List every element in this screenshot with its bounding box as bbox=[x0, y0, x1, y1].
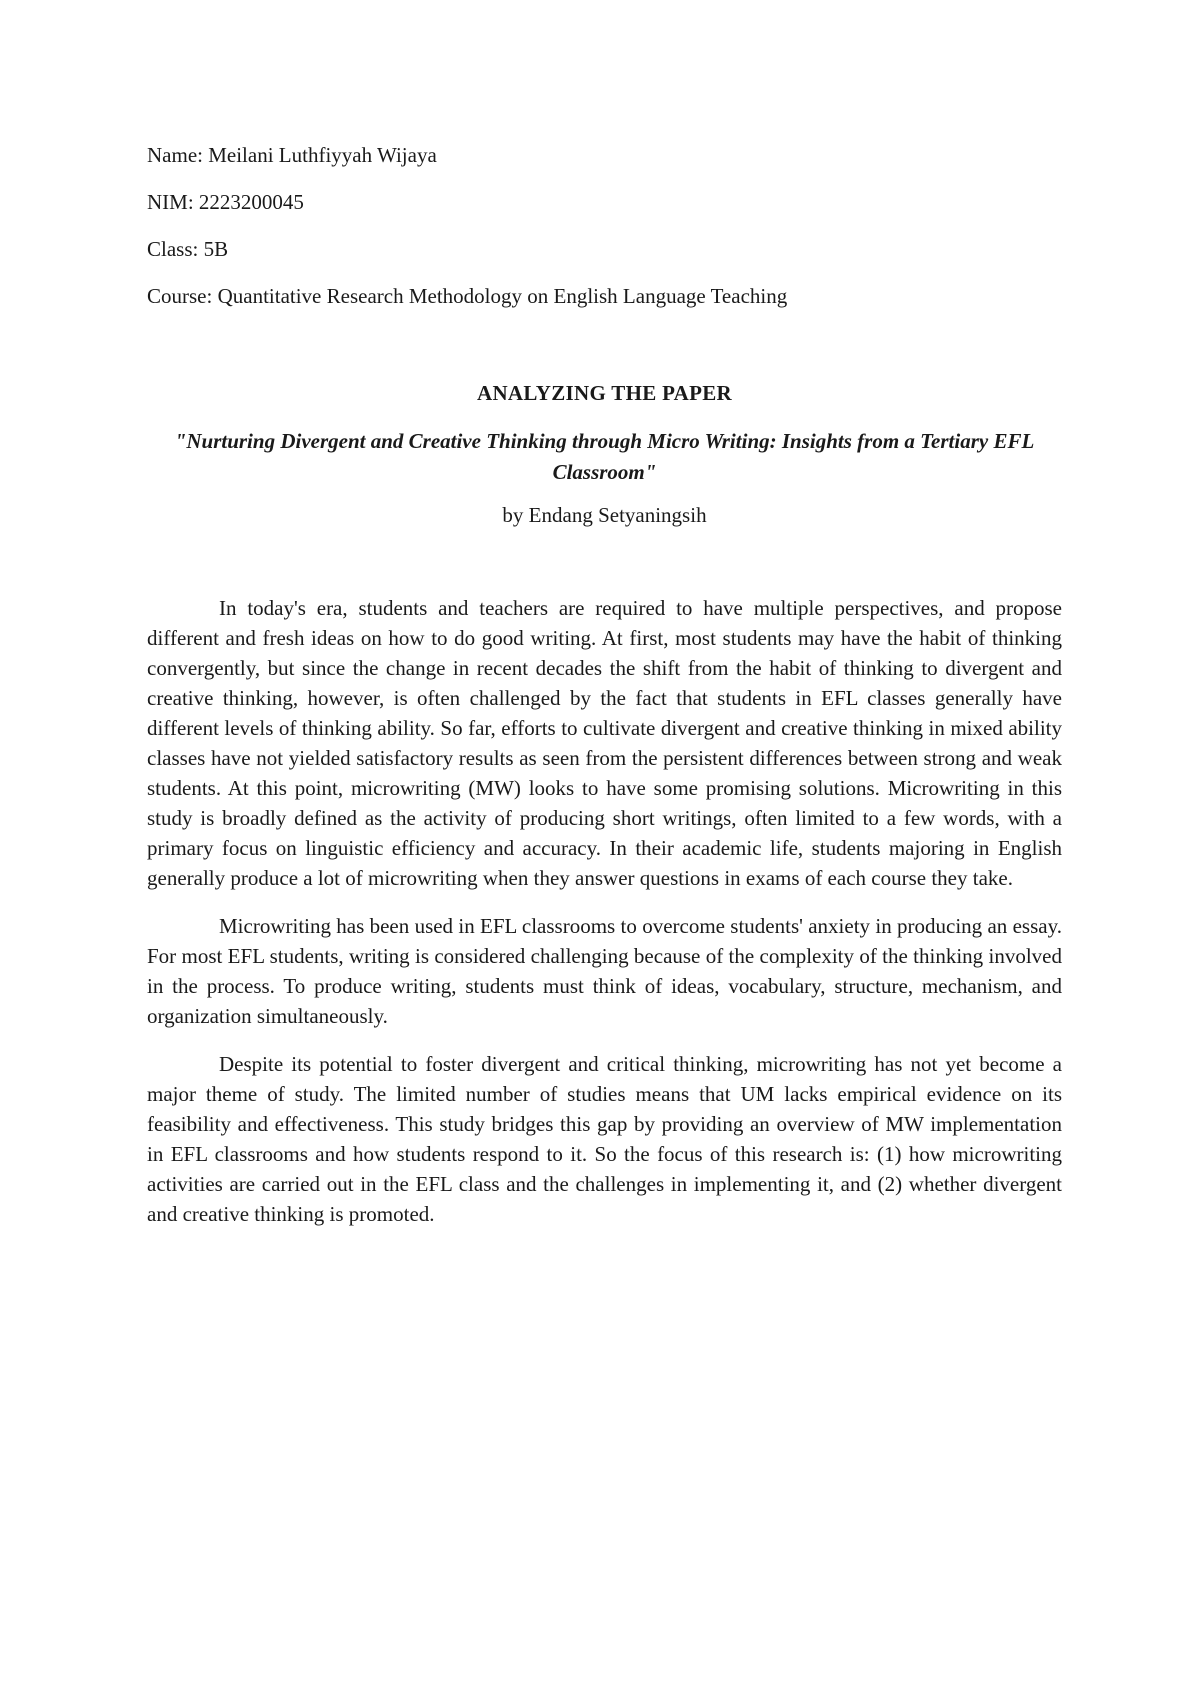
document-heading: ANALYZING THE PAPER bbox=[476, 381, 733, 405]
course-name: Course: Quantitative Research Methodology on English Language Teaching bbox=[147, 284, 788, 308]
body-text bbox=[147, 593, 1062, 1247]
paper-title: "Nurturing Divergent and Creative Thinking through Micro Writing: Insights from a Tertiary EFL Classroom" bbox=[174, 429, 1035, 484]
paragraph-1: In today's era, students and teachers are required to have multiple perspectives, and propose different and fresh ideas on how to do good writing. At first, most students may have the habit of thinking convergently, but since the change in recent decades the shift from the habit of thinking to divergent and creative thinking, however, is often challenged by the fact that students in EFL classes generally have different levels of thinking ability. So far, efforts to cultivate divergent and creative thinking in mixed ability classes have not yielded satisfactory results as seen from the persistent differences between strong and weak students. At this point, microwriting (MW) looks to have some promising solutions. Microwriting in this study is broadly defined as the activity of producing short writings, often limited to a few words, with a primary focus on linguistic efficiency and accuracy. In their academic life, students majoring in English generally produce a lot of microwriting when they answer questions in exams of each course they take. bbox=[147, 596, 1062, 890]
document-page bbox=[147, 0, 1062, 1698]
student-info bbox=[147, 143, 1062, 331]
student-class: Class: 5B bbox=[147, 237, 229, 261]
student-name: Name: Meilani Luthfiyyah Wijaya bbox=[147, 143, 437, 167]
paper-author: by Endang Setyaningsih bbox=[502, 503, 707, 527]
paragraph-3: Despite its potential to foster divergent and critical thinking, microwriting has not yet become a major theme of study. The limited number of studies means that UM lacks empirical evidence on its feasibility and effectiveness. This study bridges this gap by providing an overview of MW implementation in EFL classrooms and how students respond to it. So the focus of this research is: (1) how microwriting activities are carried out in the EFL class and the challenges in implementing it, and (2) whether divergent and creative thinking is promoted. bbox=[147, 1052, 1062, 1226]
student-nim: NIM: 2223200045 bbox=[147, 190, 304, 214]
paragraph-2: Microwriting has been used in EFL classrooms to overcome students' anxiety in producing an essay. For most EFL students, writing is considered challenging because of the complexity of the thinking involved in the process. To produce writing, students must think of ideas, vocabulary, structure, mechanism, and organization simultaneously. bbox=[147, 914, 1062, 1028]
